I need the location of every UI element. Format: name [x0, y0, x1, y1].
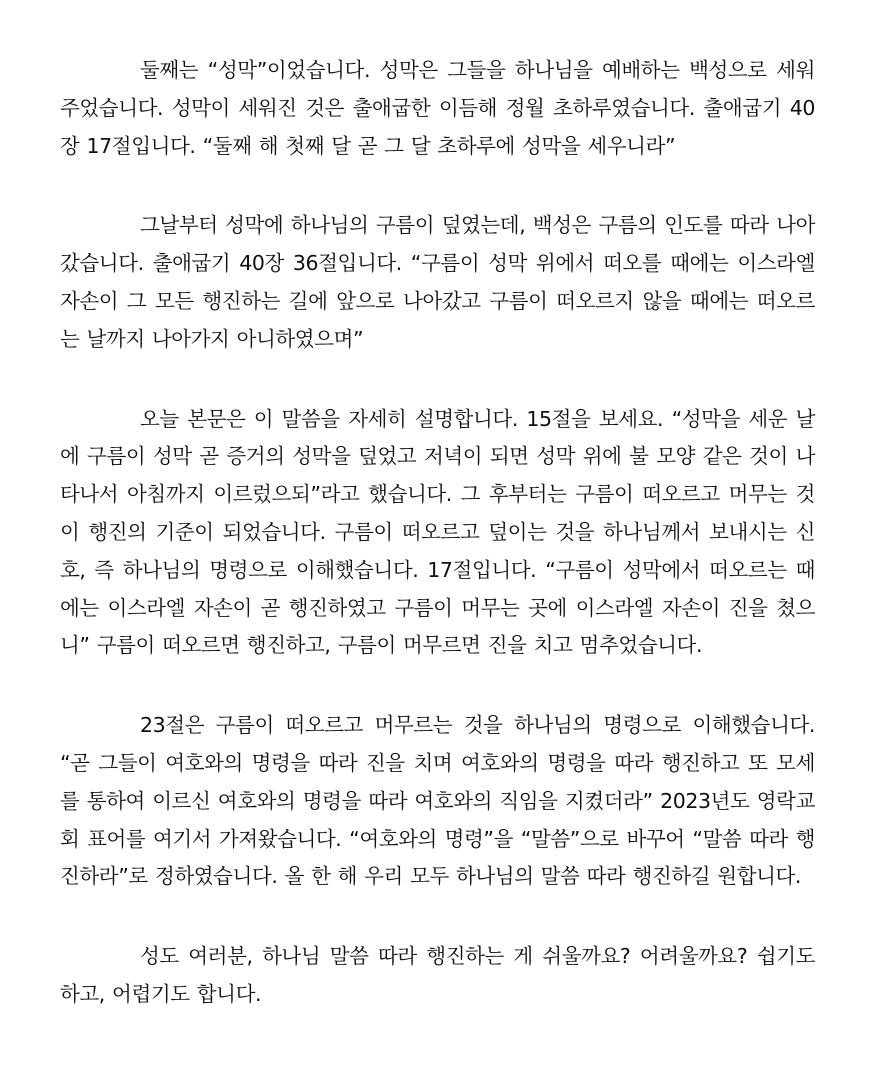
paragraph-verse-23: 23절은 구름이 떠오르고 머무르는 것을 하나님의 명령으로 이해했습니다. “곧 그들이 여호와의 명령을 따라 진을 치며 여호와의 명령을 따라 행진하고 또 모세를 통하여 이르신 여호와의 명령을 따라 여호와의 직임을 지켰더라” 2023년도 영락교회 표어를 여기서 가져왔습니다. “여호와의 명령”을 “말씀”으로 바꾸어 “말씀 따라 행진하라”로 정하였습니다. 올 한 해 우리 모두 하나님의 말씀 따라 행진하길 원합니다.	[60, 713, 815, 889]
paragraph-cloud-guidance: 그날부터 성막에 하나님의 구름이 덮였는데, 백성은 구름의 인도를 따라 나아갔습니다. 출애굽기 40장 36절입니다. “구름이 성막 위에서 떠오를 때에는 이스라엘 자손이 그 모든 행진하는 길에 앞으로 나아갔고 구름이 떠오르지 않을 때에는 떠오르는 날까지 나아가지 아니하였으며”	[60, 213, 815, 351]
paragraph-todays-text: 오늘 본문은 이 말씀을 자세히 설명합니다. 15절을 보세요. “성막을 세운 날에 구름이 성막 곧 증거의 성막을 덮었고 저녁이 되면 성막 위에 불 모양 같은 것이 나타나서 아침까지 이르렀으되”라고 했습니다. 그 후부터는 구름이 떠오르고 머무는 것이 행진의 기준이 되었습니다. 구름이 떠오르고 덮이는 것을 하나님께서 보내시는 신호, 즉 하나님의 명령으로 이해했습니다. 17절입니다. “구름이 성막에서 떠오르는 때에는 이스라엘 자손이 곧 행진하였고 구름이 머무는 곳에 이스라엘 자손이 진을 쳤으니” 구름이 떠오르면 행진하고, 구름이 머무르면 진을 치고 멈추었습니다.	[60, 406, 815, 658]
paragraph-question: 성도 여러분, 하나님 말씀 따라 행진하는 게 쉬울까요? 어려울까요? 쉽기도 하고, 어렵기도 합니다.	[60, 944, 815, 1006]
paragraph-tabernacle: 둘째는 “성막”이었습니다. 성막은 그들을 하나님을 예배하는 백성으로 세워 주었습니다. 성막이 세워진 것은 출애굽한 이듬해 정월 초하루였습니다. 출애굽기 40장 17절입니다. “둘째 해 첫째 달 곧 그 달 초하루에 성막을 세우니라”	[60, 58, 815, 158]
